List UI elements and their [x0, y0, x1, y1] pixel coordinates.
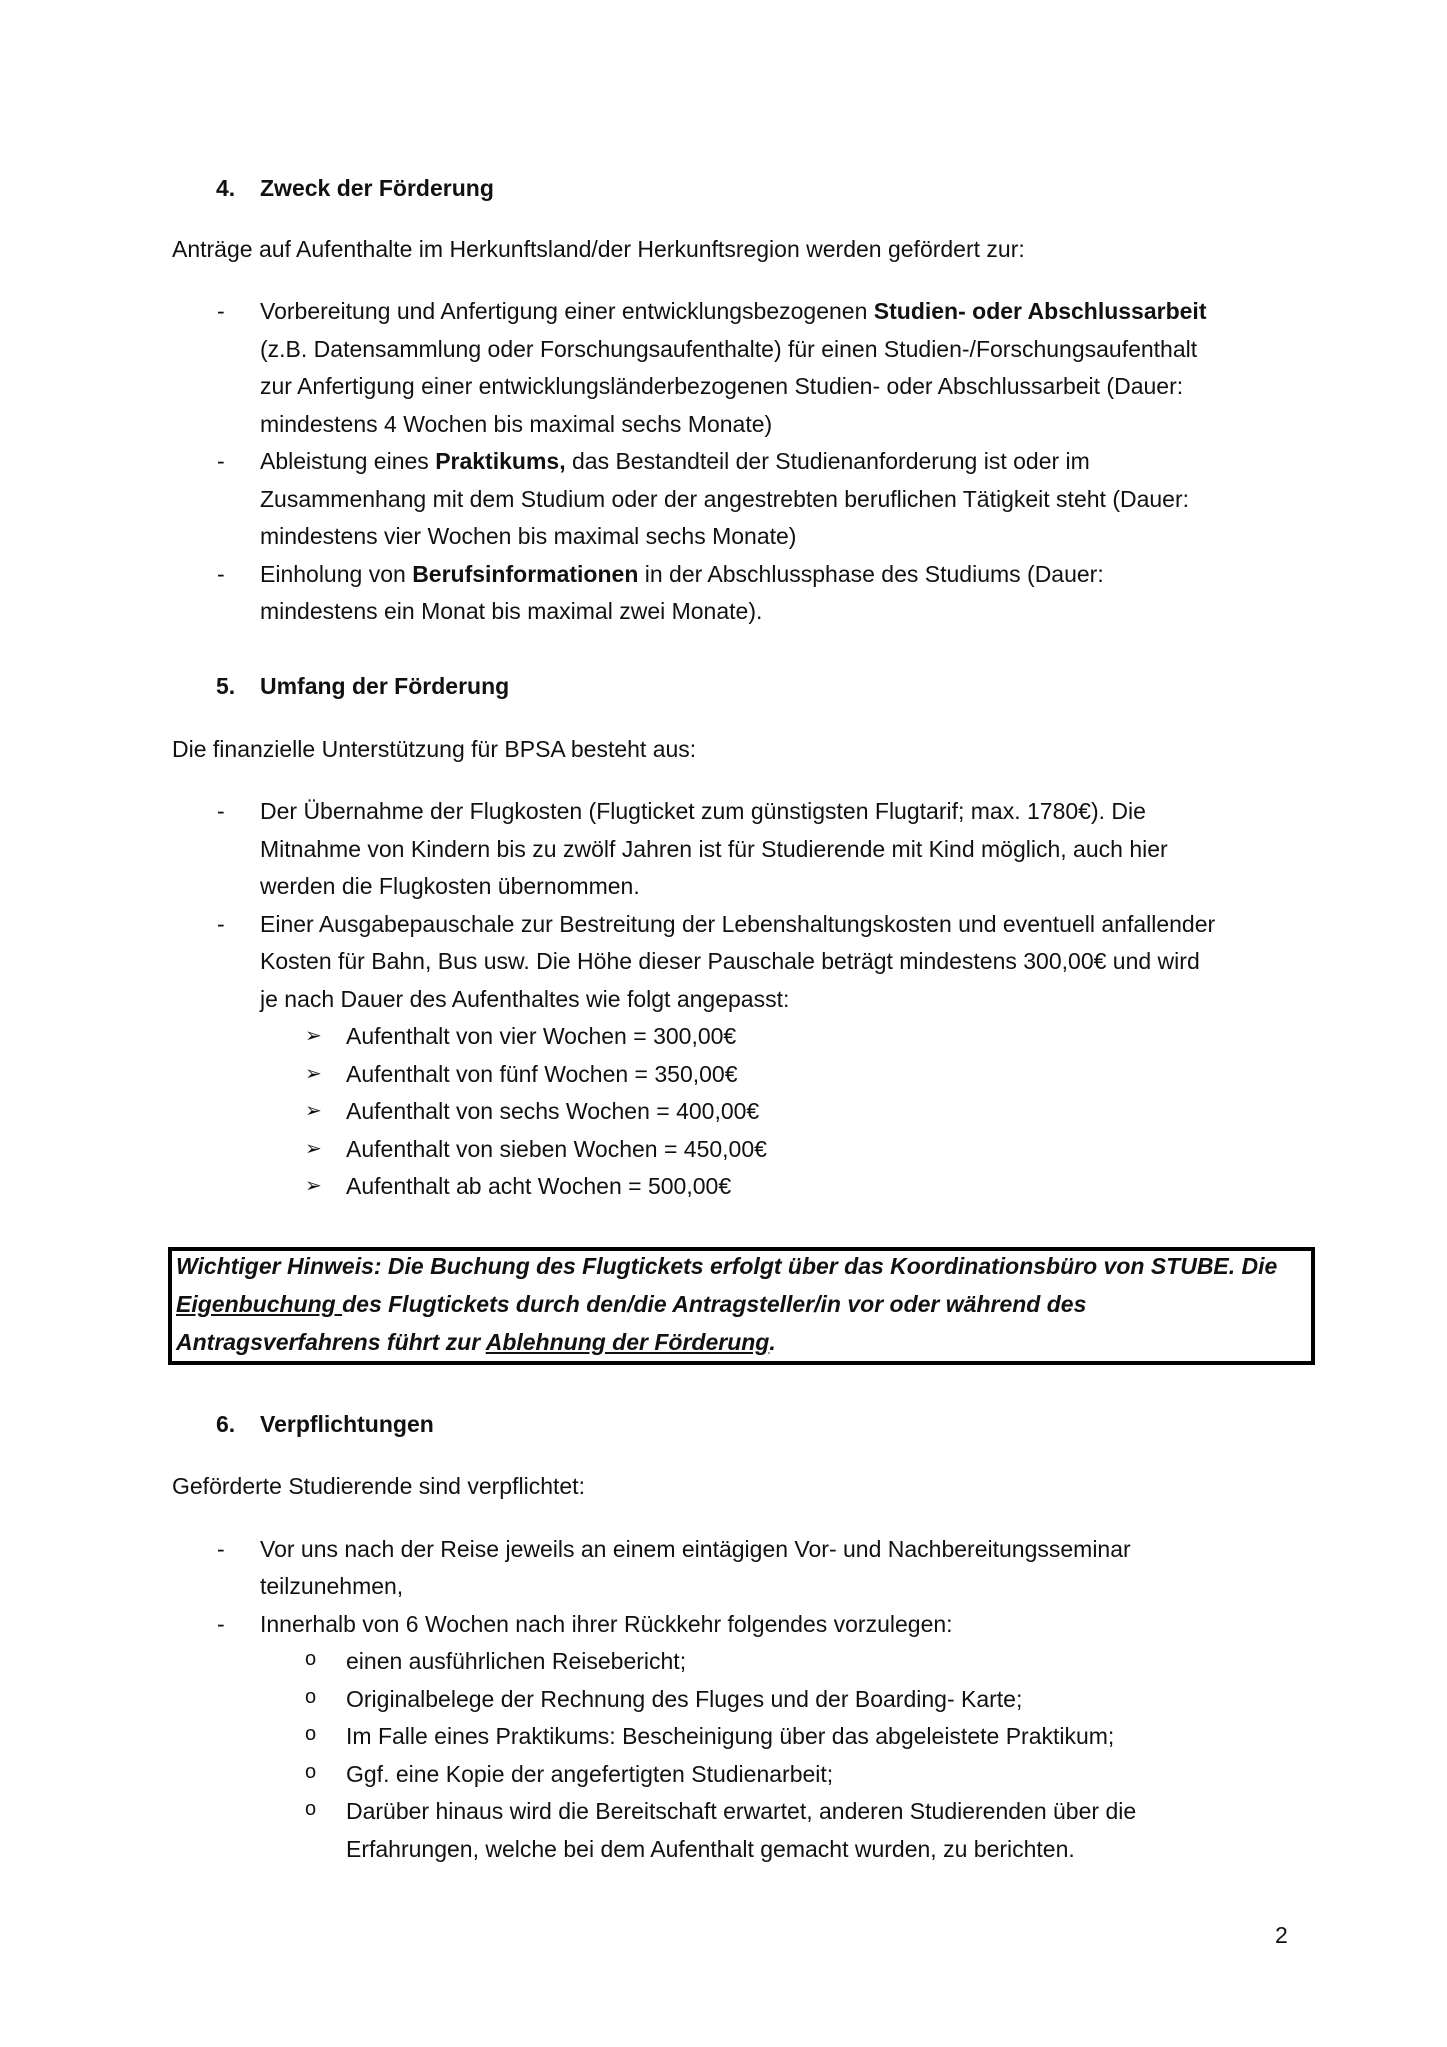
- section-4-title: Zweck der Förderung: [260, 175, 494, 201]
- arrow-bullet-icon: ➢: [305, 1138, 322, 1160]
- important-notice-box: [168, 1247, 1315, 1365]
- circle-bullet-icon: o: [305, 1798, 317, 1820]
- bullet-dash: -: [217, 448, 225, 474]
- arrow-bullet-icon: ➢: [305, 1025, 322, 1047]
- s5-sub-item: Aufenthalt von sechs Wochen = 400,00€: [346, 1098, 760, 1124]
- bullet-dash: -: [217, 298, 225, 324]
- s5-item2-line3: je nach Dauer des Aufenthaltes wie folgt angepasst:: [260, 986, 790, 1012]
- circle-bullet-icon: o: [305, 1648, 317, 1670]
- arrow-bullet-icon: ➢: [305, 1063, 322, 1085]
- s5-item1-line1: Der Übernahme der Flugkosten (Flugticket zum günstigsten Flugtarif; max. 1780€). Die: [260, 798, 1146, 824]
- bullet-dash: -: [217, 1611, 225, 1637]
- s4-item1-line4: mindestens 4 Wochen bis maximal sechs Monate): [260, 411, 773, 437]
- section-4-number: 4.: [216, 175, 236, 201]
- notice-line-1: Wichtiger Hinweis: Die Buchung des Flugtickets erfolgt über das Koordinationsbüro von STUBE. Die: [176, 1253, 1278, 1279]
- s4-item1-line3: zur Anfertigung einer entwicklungsländerbezogenen Studien- oder Abschlussarbeit (Dauer:: [260, 373, 1184, 399]
- s6-sub-item: Originalbelege der Rechnung des Fluges und der Boarding- Karte;: [346, 1686, 1023, 1712]
- section-4-intro: Anträge auf Aufenthalte im Herkunftsland/der Herkunftsregion werden gefördert zur:: [172, 236, 1025, 262]
- s5-sub-item: Aufenthalt ab acht Wochen = 500,00€: [346, 1173, 732, 1199]
- s4-item3-line1: Einholung von Berufsinformationen in der Abschlussphase des Studiums (Dauer:: [260, 561, 1104, 587]
- s5-item1-line2: Mitnahme von Kindern bis zu zwölf Jahren ist für Studierende mit Kind möglich, auch hier: [260, 836, 1168, 862]
- circle-bullet-icon: o: [305, 1686, 317, 1708]
- bullet-dash: -: [217, 561, 225, 587]
- section-5-title: Umfang der Förderung: [260, 673, 510, 699]
- s4-item1-line1: Vorbereitung und Anfertigung einer entwicklungsbezogenen Studien- oder Abschlussarbeit: [260, 298, 1207, 324]
- s4-item1-line2: (z.B. Datensammlung oder Forschungsaufenthalte) für einen Studien-/Forschungsaufenthalt: [260, 336, 1198, 362]
- s6-sub-item: Ggf. eine Kopie der angefertigten Studienarbeit;: [346, 1761, 834, 1787]
- s6-sub-item: einen ausführlichen Reisebericht;: [346, 1648, 687, 1674]
- s6-sub-item: Im Falle eines Praktikums: Bescheinigung über das abgeleistete Praktikum;: [346, 1723, 1115, 1749]
- s5-sub-item: Aufenthalt von fünf Wochen = 350,00€: [346, 1061, 738, 1087]
- section-6-intro: Geförderte Studierende sind verpflichtet:: [172, 1473, 585, 1499]
- s5-sub-item: Aufenthalt von vier Wochen = 300,00€: [346, 1023, 737, 1049]
- s4-item2-line1: Ableistung eines Praktikums, das Bestandteil der Studienanforderung ist oder im: [260, 448, 1090, 474]
- s4-item2-line2: Zusammenhang mit dem Studium oder der angestrebten beruflichen Tätigkeit steht (Dauer:: [260, 486, 1190, 512]
- circle-bullet-icon: o: [305, 1723, 317, 1745]
- section-6-title: Verpflichtungen: [260, 1411, 434, 1437]
- s6-item1-line1: Vor uns nach der Reise jeweils an einem eintägigen Vor- und Nachbereitungsseminar: [260, 1536, 1131, 1562]
- bullet-dash: -: [217, 798, 225, 824]
- s5-item1-line3: werden die Flugkosten übernommen.: [260, 873, 640, 899]
- arrow-bullet-icon: ➢: [305, 1100, 322, 1122]
- s5-item2-line2: Kosten für Bahn, Bus usw. Die Höhe dieser Pauschale beträgt mindestens 300,00€ und wird: [260, 948, 1200, 974]
- arrow-bullet-icon: ➢: [305, 1175, 322, 1197]
- s5-sub-item: Aufenthalt von sieben Wochen = 450,00€: [346, 1136, 767, 1162]
- notice-line-3: Antragsverfahrens führt zur Ablehnung der Förderung.: [176, 1329, 776, 1355]
- notice-line-2: Eigenbuchung des Flugtickets durch den/die Antragsteller/in vor oder während des: [176, 1291, 1087, 1317]
- s6-item2-line1: Innerhalb von 6 Wochen nach ihrer Rückkehr folgendes vorzulegen:: [260, 1611, 953, 1637]
- bullet-dash: -: [217, 1536, 225, 1562]
- s6-sub-item: Darüber hinaus wird die Bereitschaft erwartet, anderen Studierenden über die: [346, 1798, 1137, 1824]
- s4-item2-line3: mindestens vier Wochen bis maximal sechs Monate): [260, 523, 797, 549]
- section-5-intro: Die finanzielle Unterstützung für BPSA besteht aus:: [172, 736, 697, 762]
- page-number: 2: [1275, 1922, 1288, 1948]
- section-6-number: 6.: [216, 1411, 236, 1437]
- s6-item1-line2: teilzunehmen,: [260, 1573, 404, 1599]
- circle-bullet-icon: o: [305, 1761, 317, 1783]
- section-5-number: 5.: [216, 673, 236, 699]
- s5-item2-line1: Einer Ausgabepauschale zur Bestreitung der Lebenshaltungskosten und eventuell anfallender: [260, 911, 1216, 937]
- bullet-dash: -: [217, 911, 225, 937]
- s6-sub-item-5-line2: Erfahrungen, welche bei dem Aufenthalt gemacht wurden, zu berichten.: [346, 1836, 1075, 1862]
- s4-item3-line2: mindestens ein Monat bis maximal zwei Monate).: [260, 598, 763, 624]
